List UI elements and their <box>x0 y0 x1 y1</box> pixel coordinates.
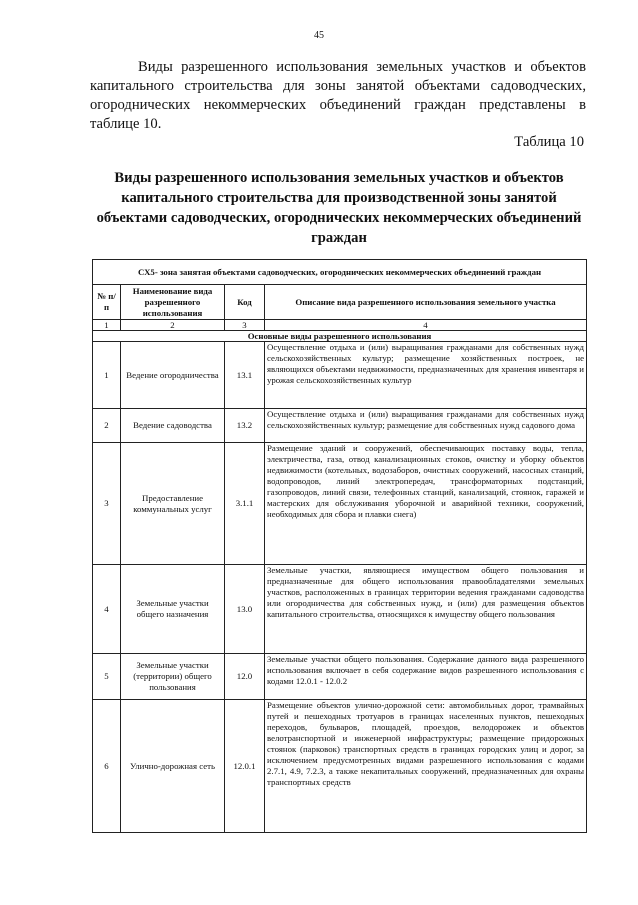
table-header-row <box>93 285 587 320</box>
row-code: 13.0 <box>225 565 265 654</box>
zone-title-row <box>93 260 587 285</box>
row-name: Ведение садоводства <box>121 409 225 443</box>
row-desc: Осуществление отдыха и (или) выращивания гражданами для собственных нужд сельскохозяйственных культур; размещение хозяйственных построек, не являющихся объектами недвижимости, предназначенных для хранения инвентаря и урожая сельскохозяйственных культур <box>265 342 587 409</box>
header-num: № п/п <box>93 285 121 320</box>
row-num: 4 <box>93 565 121 654</box>
column-number: 4 <box>265 320 587 331</box>
table-row <box>93 654 587 700</box>
row-name: Улично-дорожная сеть <box>121 700 225 833</box>
header-code: Код <box>225 285 265 320</box>
row-name: Земельные участки (территории) общего пользования <box>121 654 225 700</box>
row-code: 3.1.1 <box>225 443 265 565</box>
row-name: Предоставление коммунальных услуг <box>121 443 225 565</box>
intro-paragraph: Виды разрешенного использования земельных участков и объектов капитального строительства для зоны занятой объектами садоводческих, огороднических некоммерческих объединений граждан представлены в таблице 10. <box>90 59 586 132</box>
row-name: Земельные участки общего назначения <box>121 565 225 654</box>
table-caption: Таблица 10 <box>514 134 584 150</box>
row-num: 1 <box>93 342 121 409</box>
row-num: 3 <box>93 443 121 565</box>
row-code: 12.0 <box>225 654 265 700</box>
header-name: Наименование вида разрешенного использования <box>121 285 225 320</box>
table-row <box>93 409 587 443</box>
land-use-table <box>92 259 587 833</box>
row-desc: Размещение зданий и сооружений, обеспечивающих поставку воды, тепла, электричества, газа, отвод канализационных стоков, очистку и уборку объектов недвижимости (котельных, водозаборов, очистных сооружений, насосных станций, водопроводов, линий электропередач, трансформаторных подстанций, газопроводов, линий связи, телефонных станций, канализаций, стоянок, гаражей и мастерских для обслуживания уборочной и аварийной техники, сооружений, необходимых для сбора и плавки снега) <box>265 443 587 565</box>
table-row <box>93 565 587 654</box>
section-row <box>93 331 587 342</box>
zone-title: СХ5- зона занятая объектами садоводческих, огороднических некоммерческих объединений граждан <box>93 260 587 285</box>
row-desc: Земельные участки, являющиеся имуществом общего пользования и предназначенные для общего использования правообладателями земельных участков, расположенных в границах территории ведения гражданами садоводства или огородничества для собственных нужд, и (или) для размещения объектов капитального строительства, относящихся к имуществу общего пользования <box>265 565 587 654</box>
column-number: 3 <box>225 320 265 331</box>
row-code: 12.0.1 <box>225 700 265 833</box>
row-code: 13.1 <box>225 342 265 409</box>
row-num: 5 <box>93 654 121 700</box>
table-heading: Виды разрешенного использования земельных участков и объектов капитального строительства для производственной зоны занятой объектами садоводческих, огороднических некоммерческих объединений граждан <box>96 170 582 246</box>
section-title: Основные виды разрешенного использования <box>93 331 587 342</box>
table-row <box>93 443 587 565</box>
page-number: 45 <box>314 30 324 41</box>
row-desc: Земельные участки общего пользования. Содержание данного вида разрешенного использования включает в себя содержание видов разрешенного использования с кодами 12.0.1 - 12.0.2 <box>265 654 587 700</box>
column-number: 1 <box>93 320 121 331</box>
row-name: Ведение огородничества <box>121 342 225 409</box>
header-desc: Описание вида разрешенного использования земельного участка <box>265 285 587 320</box>
column-number: 2 <box>121 320 225 331</box>
row-num: 6 <box>93 700 121 833</box>
row-desc: Размещение объектов улично-дорожной сети: автомобильных дорог, трамвайных путей и пешеходных тротуаров в границах населенных пунктов, пешеходных переходов, бульваров, площадей, проездов, велодорожек и объектов велотранспортной и инженерной инфраструктуры; размещение придорожных стоянок (парковок) транспортных средств в границах городских улиц и дорог, за исключением предусмотренных видами разрешенного использования с кодами 2.7.1, 4.9, 7.2.3, а также некапитальных сооружений, предназначенных для охраны транспортных средств <box>265 700 587 833</box>
row-num: 2 <box>93 409 121 443</box>
row-desc: Осуществление отдыха и (или) выращивания гражданами для собственных нужд сельскохозяйственных культур; размещение для собственных нужд садового дома <box>265 409 587 443</box>
row-code: 13.2 <box>225 409 265 443</box>
table-row <box>93 342 587 409</box>
column-numbers-row <box>93 320 587 331</box>
table-row <box>93 700 587 833</box>
